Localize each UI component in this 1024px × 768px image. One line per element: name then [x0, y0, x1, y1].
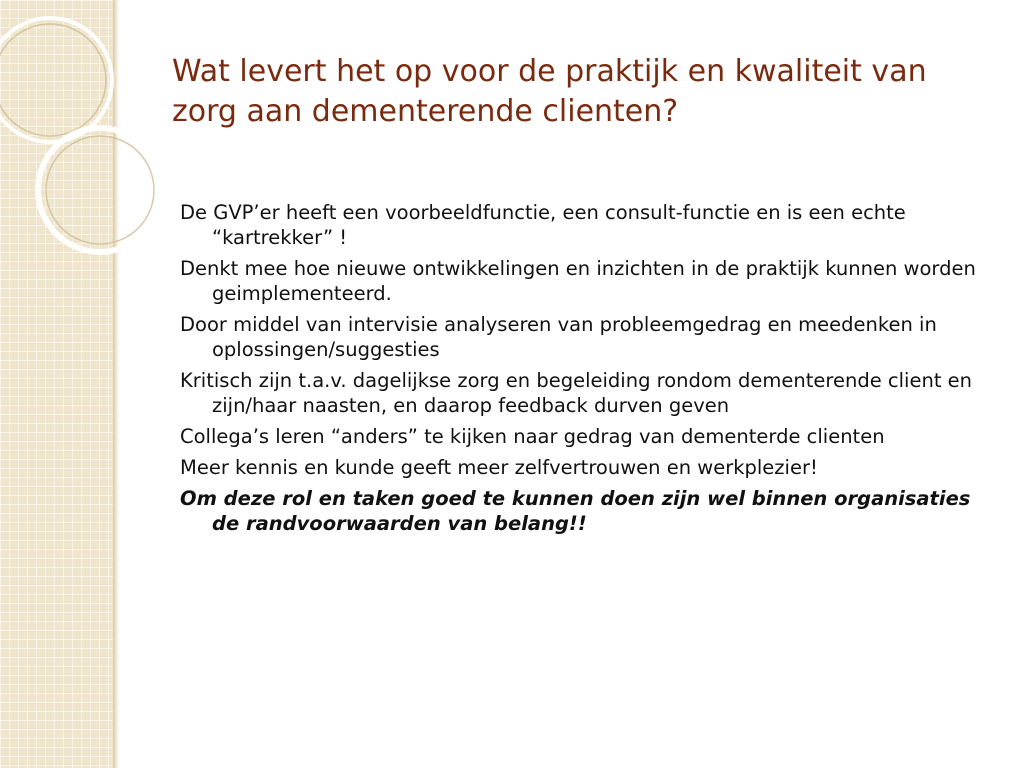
bullet-item: De GVP’er heeft een voorbeeldfunctie, een consult-functie en is een echte “kartrekker” ! — [180, 201, 906, 249]
bullet-list — [180, 200, 980, 542]
bullet-item-emphasis: Om deze rol en taken goed te kunnen doen zijn wel binnen organisaties de randvoorwaarden van belang!! — [180, 487, 971, 535]
slide-title: Wat levert het op voor de praktijk en kwaliteit van zorg aan dementerende clienten? — [172, 54, 927, 129]
side-panel-edge — [113, 0, 119, 768]
bullet-item: Collega’s leren “anders” te kijken naar gedrag van dementerde clienten — [180, 425, 885, 448]
bullet-item: Kritisch zijn t.a.v. dagelijkse zorg en begeleiding rondom dementerende client en zijn/haar naasten, en daarop feedback durven geven — [180, 369, 973, 417]
bullet-item: Door middel van intervisie analyseren van probleemgedrag en meedenken in oplossingen/suggesties — [180, 313, 937, 361]
decorative-side-panel — [0, 0, 113, 768]
bullet-item: Denkt mee hoe nieuwe ontwikkelingen en inzichten in de praktijk kunnen worden geimplementeerd. — [180, 257, 976, 305]
bullet-item: Meer kennis en kunde geeft meer zelfvertrouwen en werkplezier! — [180, 456, 818, 479]
